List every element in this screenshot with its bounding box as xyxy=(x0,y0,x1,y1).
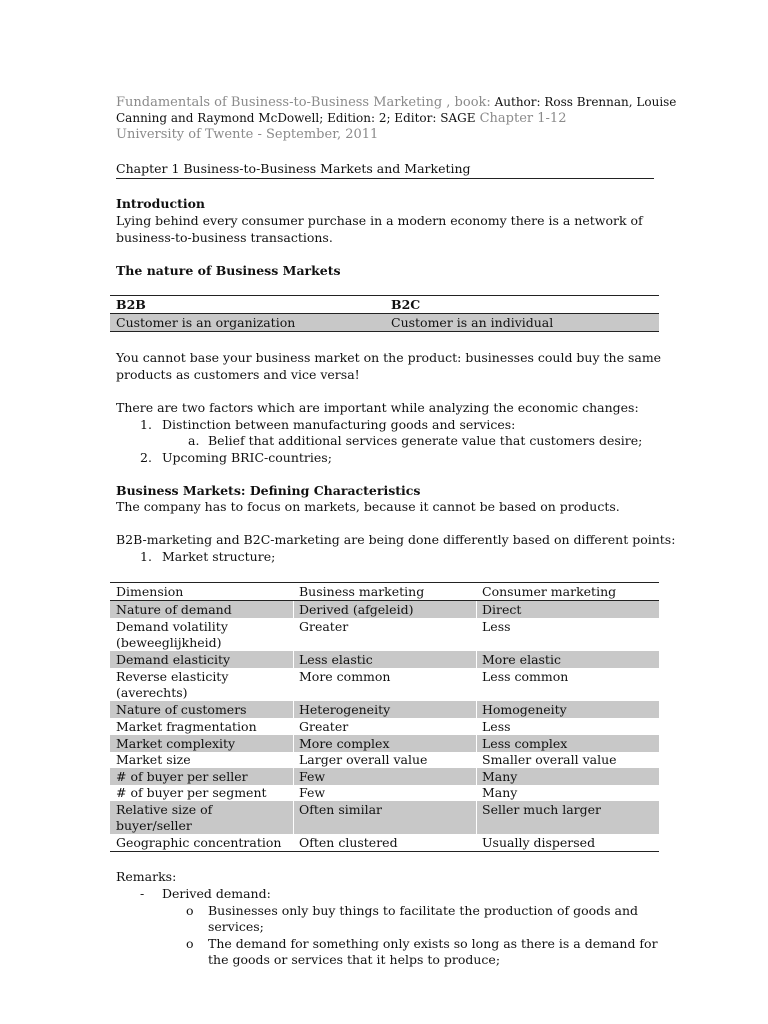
cell-dimension: Demand volatility xyxy=(116,619,228,634)
remark-sub-1-line-2: services; xyxy=(208,919,264,934)
col-header-consumer: Consumer marketing xyxy=(482,584,617,599)
factors-intro: There are two factors which are important while analyzing the economic changes: xyxy=(116,400,639,415)
nature-heading: The nature of Business Markets xyxy=(116,263,341,278)
header-line-1 xyxy=(116,94,676,111)
cell-business: Larger overall value xyxy=(299,752,428,767)
cell-dimension: Nature of demand xyxy=(116,602,232,617)
table-bottom-border xyxy=(110,851,659,852)
cell-business: Less elastic xyxy=(299,652,373,667)
course-title: Fundamentals of Business-to-Business Marketing , book: xyxy=(116,95,491,110)
cell-consumer: Less xyxy=(482,619,511,634)
cell-dimension-line-2: buyer/seller xyxy=(116,818,192,833)
b2c-header: B2C xyxy=(391,297,421,312)
chapter-title-underline xyxy=(116,178,654,179)
cell-consumer: More elastic xyxy=(482,652,561,667)
book-authors: Author: Ross Brennan, Louise xyxy=(490,95,677,109)
cell-business: More common xyxy=(299,669,391,684)
col-header-business: Business marketing xyxy=(299,584,425,599)
cell-consumer: Usually dispersed xyxy=(482,835,596,850)
factor-1: Distinction between manufacturing goods and services: xyxy=(162,417,516,432)
differences-intro: B2B-marketing and B2C-marketing are being done differently based on different points: xyxy=(116,532,676,547)
column-separator xyxy=(476,601,477,834)
cell-consumer: Many xyxy=(482,769,518,784)
cell-consumer: Seller much larger xyxy=(482,802,602,817)
characteristics-text: The company has to focus on markets, because it cannot be based on products. xyxy=(116,499,620,514)
cell-business: Often similar xyxy=(299,802,383,817)
cell-dimension-line-2: (beweeglijkheid) xyxy=(116,635,222,650)
product-note-line-1: You cannot base your business market on the product: businesses could buy the same xyxy=(116,350,662,365)
chapter-range: Chapter 1-12 xyxy=(475,111,567,126)
cell-dimension: Geographic concentration xyxy=(116,835,282,850)
b2b-header: B2B xyxy=(116,297,146,312)
intro-heading: Introduction xyxy=(116,196,206,211)
b2c-customer: Customer is an individual xyxy=(391,315,554,330)
remark-sub-2-line-2: the goods or services that it helps to produce; xyxy=(208,952,501,967)
list-number: 1. xyxy=(140,549,152,564)
cell-business: Few xyxy=(299,769,326,784)
cell-consumer: Less common xyxy=(482,669,569,684)
cell-dimension: Market complexity xyxy=(116,736,236,751)
table-top-border xyxy=(110,295,659,296)
chapter-title: Chapter 1 Business-to-Business Markets and Marketing xyxy=(116,161,471,176)
cell-dimension: Relative size of xyxy=(116,802,213,817)
university-line: University of Twente - September, 2011 xyxy=(116,127,379,142)
cell-business: Often clustered xyxy=(299,835,398,850)
product-note-line-2: products as customers and vice versa! xyxy=(116,367,360,382)
cell-dimension: Market size xyxy=(116,752,191,767)
b2b-customer: Customer is an organization xyxy=(116,315,296,330)
cell-consumer: Smaller overall value xyxy=(482,752,617,767)
cell-consumer: Less xyxy=(482,719,511,734)
cell-business: Greater xyxy=(299,619,349,634)
cell-consumer: Many xyxy=(482,785,518,800)
remarks-heading: Remarks: xyxy=(116,869,177,884)
table-top-border xyxy=(110,582,659,583)
cell-dimension-line-2: (averechts) xyxy=(116,685,188,700)
table-bottom-border xyxy=(110,331,659,332)
factor-2: Upcoming BRIC-countries; xyxy=(162,450,332,465)
cell-dimension: Reverse elasticity xyxy=(116,669,229,684)
intro-line-1: Lying behind every consumer purchase in a modern economy there is a network of xyxy=(116,213,643,228)
differences-item-1: Market structure; xyxy=(162,549,276,564)
factor-1a: Belief that additional services generate value that customers desire; xyxy=(208,433,643,448)
circle-bullet: o xyxy=(186,936,194,951)
cell-dimension: # of buyer per seller xyxy=(116,769,248,784)
cell-dimension: Nature of customers xyxy=(116,702,247,717)
cell-consumer: Less complex xyxy=(482,736,568,751)
remarks-item: Derived demand: xyxy=(162,886,271,901)
cell-business: Derived (afgeleid) xyxy=(299,602,414,617)
cell-dimension: # of buyer per segment xyxy=(116,785,267,800)
cell-business: Heterogeneity xyxy=(299,702,391,717)
remark-sub-2-line-1: The demand for something only exists so long as there is a demand for xyxy=(208,936,658,951)
dash-bullet: - xyxy=(140,886,145,901)
header-line-2 xyxy=(116,110,566,127)
list-letter: a. xyxy=(188,433,200,448)
cell-dimension: Market fragmentation xyxy=(116,719,257,734)
column-separator xyxy=(293,601,294,834)
circle-bullet: o xyxy=(186,903,194,918)
characteristics-heading: Business Markets: Defining Characteristics xyxy=(116,483,421,498)
intro-line-2: business-to-business transactions. xyxy=(116,230,333,245)
cell-dimension: Demand elasticity xyxy=(116,652,231,667)
cell-business: Few xyxy=(299,785,326,800)
cell-business: Greater xyxy=(299,719,349,734)
list-number: 2. xyxy=(140,450,152,465)
col-header-dimension: Dimension xyxy=(116,584,184,599)
header-separator xyxy=(110,313,659,314)
remark-sub-1-line-1: Businesses only buy things to facilitate the production of goods and xyxy=(208,903,639,918)
list-number: 1. xyxy=(140,417,152,432)
cell-consumer: Direct xyxy=(482,602,522,617)
cell-consumer: Homogeneity xyxy=(482,702,567,717)
book-editors: Canning and Raymond McDowell; Edition: 2; Editor: SAGE xyxy=(116,111,476,125)
cell-business: More complex xyxy=(299,736,390,751)
